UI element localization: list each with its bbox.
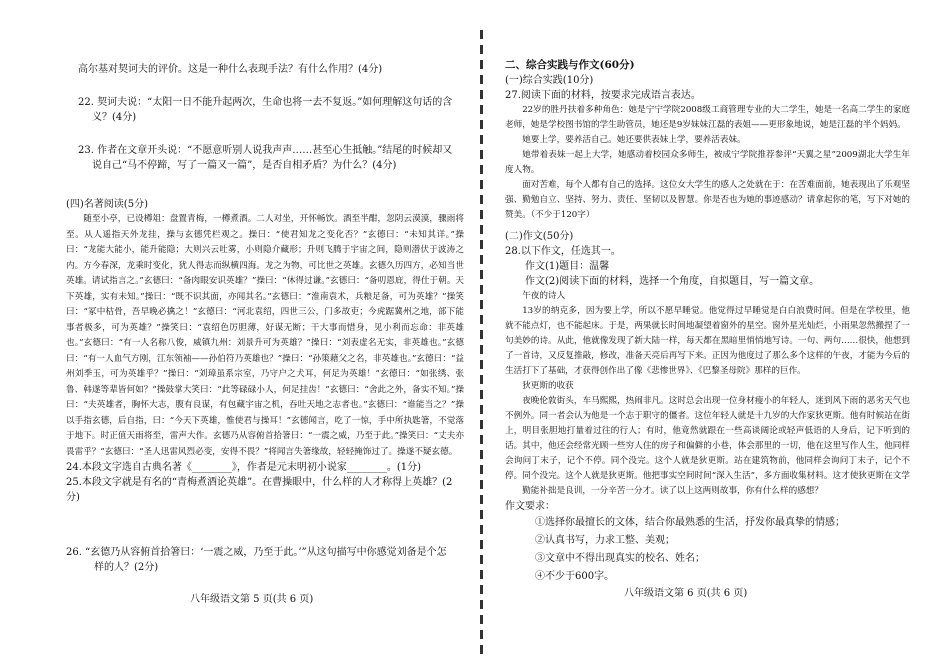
question-23-line2: 说自己“马不停蹄，写了一篇又一篇”，是否自相矛盾？为什么？(4分)	[92, 160, 397, 171]
material-paragraph-1: 22岁的胜丹扶着多种角色：她是宁宁学院2008级工商管理专业的大二学生，她是一名高二学生的家庭老师，她是学校图书馆的学生助管员，她还是9岁妹妹江磊的表姐——更形象地说，她是江磊的半个妈妈。	[505, 105, 910, 130]
reading-passage: 随至小亭，已设樽俎：盘置青梅，一樽煮酒。二人对坐，开怀畅饮。酒至半酣，忽阴云漠漠，骤雨将至。从人遥指天外龙挂，操与玄德凭栏观之。操曰：“使君知龙之变化否？”玄德曰：“未知其详。”操曰：“龙能大能小，能升能隐；大则兴云吐雾，小则隐介藏形；升则飞腾于宇宙之间，隐则潜伏于波涛之内。方今春深，龙乘时变化，犹人得志而纵横四海。龙之为物，可比世之英雄。玄德久历四方，必知当世英雄。请试指言之。”玄德曰：“备肉眼安识英雄？”操曰：“休得过谦。”玄德曰：“备叨恩庇，得仕于朝。天下英雄，实有未知。”操曰：“既不识其面，亦闻其名。”玄德曰：“淮南袁术，兵粮足备，可为英雄？”操笑曰：“冢中枯骨，吾早晚必擒之！”玄德曰：“河北袁绍，四世三公，门多故吏；今虎踞冀州之地，部下能事者极多，可为英雄？”操笑曰：“袁绍色厉胆薄，好谋无断；干大事而惜身，见小利而忘命：非英雄也。”玄德曰：“有一人名称八俊，威镇九州：刘景升可为英雄？”操曰：“刘表虚名无实，非英雄也。”玄德曰：“有一人血气方刚，江东领袖——孙伯符乃英雄也？”操曰：“孙策藉父之名，非英雄也。”玄德曰：“益州刘季玉，可为英雄乎？”操曰：“刘璋虽系宗室，乃守户之犬耳，何足为英雄！”玄德曰：“如张绣、张鲁、韩遂等辈皆何如？”操鼓掌大笑曰：“此等碌碌小人，何足挂齿！”玄德曰：“舍此之外，备实不知。”操曰：“夫英雄者，胸怀大志，腹有良谋，有包藏宇宙之机，吞吐天地之志者也。”玄德曰：“谁能当之？”操以手指玄德，后自指，曰：“今天下英雄，惟使君与操耳！”玄德闻言，吃了一惊，手中所执匙箸，不觉落于地下。时正值天雨将至，雷声大作。玄德乃从容俯首拾箸曰：“一震之威，乃至于此。”操笑曰：“丈夫亦畏雷乎？”玄德曰：“圣人迅雷风烈必变，安得不畏？”将闻言失箸缘故，轻轻掩饰过了。操遂不疑玄德。	[66, 214, 464, 457]
page-divider	[480, 30, 483, 655]
requirement-2: ②认真书写，力求工整、美观；	[535, 535, 675, 546]
page-5-footer: 八年级语文第 5 页(共 6 页)	[190, 594, 314, 605]
question-23-line1: 23. 作者在文章开头说：“不愿意听别人说我声声……甚至心生抵触。”结尾的时候却又	[78, 145, 453, 156]
material-paragraph-2: 她要上学，要养活自己。她还要供表妹上学，要养活表妹。	[522, 135, 746, 145]
article-paragraph-2: 夜晚伦敦街头，车马熙熙，热闹非凡。这时总会出现一位身材瘦小的年轻人，迷到风下雨的恶劣天气也不例外。同一者会认为他是一个志于职守的僵者。这位年轻人就是十九岁的大作家狄更斯。他有时候站在街上，明目张胆地打量着过往的行人；有时，他竟然就跟在一些高谈阔论或轻声低语的人身后，记下听到的话。其中，他还会经常光顾一些穷人住的房子和偏僻的小巷，体会那里的一切，他在这里写作人生，他同样会询问丁末子，记个不停。同个没完。这个人就是狄更斯。站在建筑物前，他同样会询问丁末子，记个不停。同个没完。这个人就是狄更斯。他把事实空间时间“深入生活”，多方面收集材料。这才使狄更斯在文学	[505, 396, 910, 481]
material-paragraph-3: 她带着表妹一起上大学，她感动着校园众多师生，被成宁学院推荐参评“天翼之星”2009湖北大学生年度人物。	[505, 150, 910, 175]
question-26-line1: 26. “玄德乃从容俯首拾箸曰：‘一震之威，乃至于此。’”从这句描写中你感觉刘备是个怎	[66, 547, 447, 558]
topic-1: 作文(1)题目：温馨	[525, 261, 610, 272]
question-28: 28.以下作文，任选其一。	[505, 246, 621, 257]
article-paragraph-1: 13岁的纳克多，因为要上学，所以不愿早睡觉。他觉得过早睡觉是白白浪费时间。但是在学校里，他就不能点灯，也不能起床。于是，两果就长时间地凝望着窗外的星空。窗外星光灿烂，小雨果忽然搬捏了一句美妙的诗。从此，他就像发现了新大陆一样，每天都在黑暗里悄悄地写诗。一句、两句……很快，他想到了一首诗，又反复推敲，修改，准备天亮后再写下来。正因为他度过了那么多个这样的午夜，才能为今后的生活打下了基础，才获得创作出了像《悲惨世界》、《巴黎圣母院》那样的巨作。	[505, 306, 910, 376]
question-24: 24.本段文字选自古典名著《________》，作者是元末明初小说家________。(1分)	[66, 462, 422, 473]
page-6	[487, 0, 950, 671]
question-22-line2: 义？(4分)	[92, 112, 137, 123]
question-26-line2: 样的人？(2分)	[94, 562, 159, 573]
requirements-heading: 作文要求：	[505, 501, 555, 512]
page-6-footer: 八年级语文第 6 页(共 6 页)	[624, 588, 748, 599]
material-paragraph-4: 面对苦难，每个人都有自己的选择。这位女大学生的感人之处就在于：在苦难面前，她表现出了乐观坚强、勤勉自立、坚持、努力、责任、坚韧以及智慧。你是否也为她的事迹感动？请拿起你的笔，写下对她的赞美。（不少于120字）	[505, 180, 910, 220]
article-subtitle: 狄更斯的收获	[522, 381, 574, 391]
article-paragraph-3: 勤能补拙是良训，一分辛苦一分才。读了以上这两则故事，你有什么样的感想？	[522, 486, 823, 496]
part-2-heading: 二、综合实践与作文(60分)	[505, 59, 635, 71]
requirement-1: ①选择你最擅长的文体，结合你最熟悉的生活，抒发你最真挚的情感；	[535, 517, 845, 528]
article-title: 午夜的诗人	[522, 291, 566, 301]
question-22-line1: 22. 契诃夫说：“太阳一日不能升起两次，生命也将一去不复返。”如何理解这句话的含	[78, 97, 453, 108]
requirement-3: ③文章中不得出现真实的校名、姓名；	[535, 553, 705, 564]
question-25: 25.本段文字就是有名的“青梅煮酒论英雄”。在曹操眼中，什么样的人才称得上英雄？(2分)	[66, 477, 453, 503]
topic-2: 作文(2)阅读下面的材料，选择一个角度，自拟题目，写一篇文章。	[525, 276, 820, 287]
subsection-1-heading: (一)综合实践(10分)	[505, 75, 594, 86]
requirement-4: ④不少于600字。	[535, 571, 615, 582]
subsection-2-heading: (二)作文(50分)	[505, 231, 574, 242]
section-4-heading: (四)名著阅读(5分)	[66, 199, 148, 210]
question-27: 27.阅读下面的材料，按要求完成语言表达。	[505, 90, 701, 101]
q21-continuation: 高尔基对契诃夫的评价。这是一种什么表现手法？有什么作用？(4分)	[78, 64, 383, 75]
